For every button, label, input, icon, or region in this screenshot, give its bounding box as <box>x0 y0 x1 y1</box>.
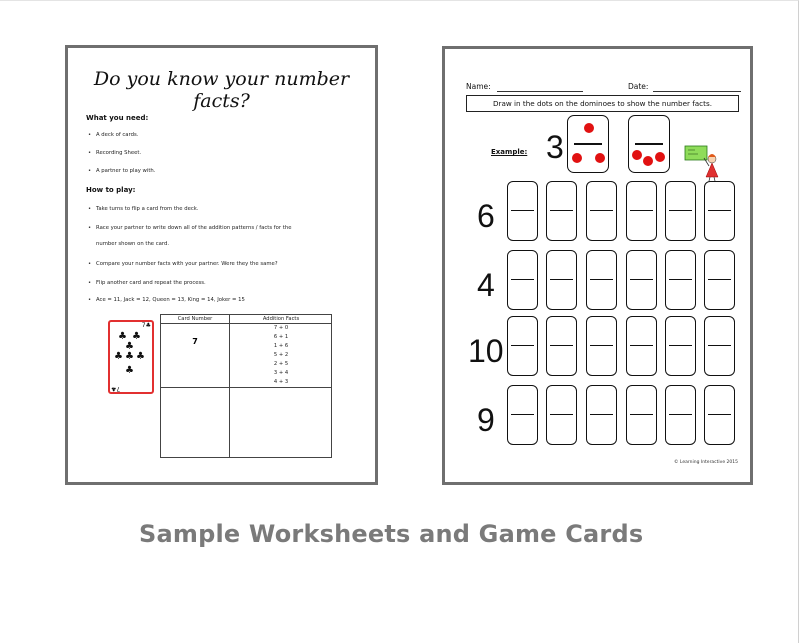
teacher-chalkboard-icon <box>683 141 723 181</box>
playing-card <box>108 320 154 394</box>
domino-worksheet <box>442 46 753 485</box>
domino-blank[interactable] <box>507 316 538 376</box>
example-label: Example: <box>491 148 528 156</box>
domino-blank[interactable] <box>507 181 538 241</box>
domino-blank[interactable] <box>586 316 617 376</box>
col-header-card-number: Card Number <box>177 316 213 322</box>
copyright-text: © Learning Interactive 2015 <box>673 460 738 465</box>
domino-blank[interactable] <box>626 250 657 310</box>
play-step: • Flip another card and repeat the process. <box>96 280 206 286</box>
name-label: Name: <box>466 82 491 91</box>
domino-blank[interactable] <box>546 316 577 376</box>
what-you-need-heading: What you need: <box>86 114 149 122</box>
addition-fact: 5 + 2 <box>273 352 289 358</box>
domino-blank[interactable] <box>626 385 657 445</box>
need-item: • A deck of cards. <box>96 132 138 138</box>
addition-fact: 1 + 6 <box>273 343 289 349</box>
caption: Sample Worksheets and Game Cards <box>139 520 644 548</box>
club-icon: ♣ <box>125 351 134 362</box>
domino-blank[interactable] <box>507 385 538 445</box>
row-number: 9 <box>477 402 495 438</box>
domino-blank[interactable] <box>546 181 577 241</box>
instruction-box: Draw in the dots on the dominoes to show the number facts. <box>466 95 739 112</box>
play-step: • Take turns to flip a card from the deck. <box>96 206 199 212</box>
row-number: 4 <box>477 267 495 303</box>
club-icon: ♣ <box>114 351 123 362</box>
how-to-play-heading: How to play: <box>86 186 136 194</box>
play-step: • Compare your number facts with your partner. Were they the same? <box>96 261 278 267</box>
card-rank-top: 7♣ <box>141 322 151 329</box>
example-number: 3 <box>546 129 564 165</box>
number-facts-instructions-sheet <box>65 45 378 485</box>
domino-blank[interactable] <box>626 316 657 376</box>
name-line <box>497 91 583 92</box>
date-line <box>653 91 741 92</box>
domino-blank[interactable] <box>704 385 735 445</box>
domino-blank[interactable] <box>665 250 696 310</box>
card-number-value: 7 <box>192 337 198 346</box>
domino-blank[interactable] <box>626 181 657 241</box>
addition-fact: 3 + 4 <box>273 370 289 376</box>
need-item: • A partner to play with. <box>96 168 155 174</box>
play-step-continued: number shown on the card. <box>96 241 170 247</box>
addition-fact: 6 + 1 <box>273 334 289 340</box>
domino-blank[interactable] <box>546 385 577 445</box>
domino-blank[interactable] <box>586 250 617 310</box>
example-domino-2 <box>628 115 670 173</box>
club-icon: ♣ <box>125 341 134 352</box>
card-rank-bottom: 7♣ <box>111 385 121 392</box>
row-number: 6 <box>477 198 495 234</box>
example-domino-1 <box>567 115 609 173</box>
play-step: • Ace = 11, Jack = 12, Queen = 13, King = 14, Joker = 15 <box>96 297 245 303</box>
sheet-title: Do you know your number facts? <box>93 68 350 112</box>
play-step: • Race your partner to write down all of the addition patterns / facts for the <box>96 225 291 231</box>
addition-fact: 2 + 5 <box>273 361 289 367</box>
domino-blank[interactable] <box>704 250 735 310</box>
addition-fact: 7 + 0 <box>273 325 289 331</box>
row-number: 10 <box>468 333 504 369</box>
club-icon: ♣ <box>125 365 134 376</box>
domino-blank[interactable] <box>546 250 577 310</box>
domino-blank[interactable] <box>704 181 735 241</box>
need-item: • Recording Sheet. <box>96 150 141 156</box>
domino-blank[interactable] <box>665 316 696 376</box>
domino-blank[interactable] <box>586 385 617 445</box>
domino-blank[interactable] <box>507 250 538 310</box>
club-icon: ♣ <box>118 331 127 342</box>
recording-table <box>160 314 332 458</box>
club-icon: ♣ <box>136 351 145 362</box>
addition-fact: 4 + 3 <box>273 379 289 385</box>
domino-blank[interactable] <box>665 385 696 445</box>
date-label: Date: <box>628 82 649 91</box>
domino-blank[interactable] <box>586 181 617 241</box>
club-icon: ♣ <box>132 331 141 342</box>
domino-blank[interactable] <box>665 181 696 241</box>
domino-blank[interactable] <box>704 316 735 376</box>
col-header-addition-facts: Addition Facts <box>262 316 300 322</box>
